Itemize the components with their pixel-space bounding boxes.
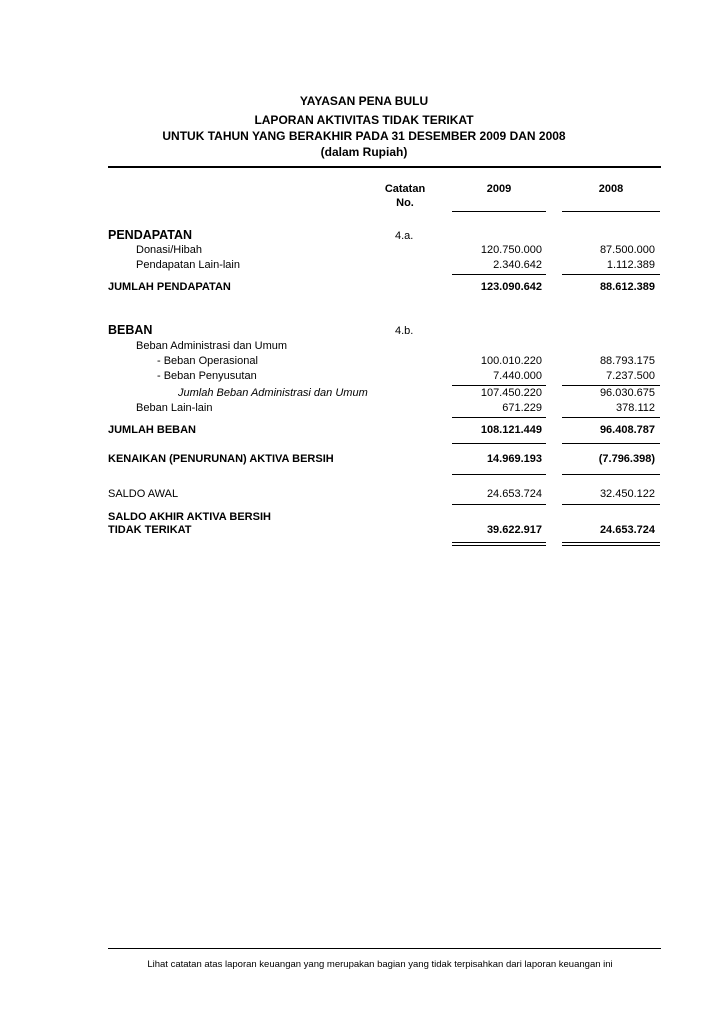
beban-operasional-2008: 88.793.175 [599,355,655,367]
pendapatan-lain-label: Pendapatan Lain-lain [136,259,240,271]
jumlah-admin-2009: 107.450.220 [480,387,542,399]
kenaikan-2009-rule [452,474,546,475]
pendapatan-title: PENDAPATAN [108,228,193,242]
beban-operasional-2009: 100.010.220 [480,355,542,367]
saldo-akhir-2008-rule-2 [562,545,660,546]
saldo-akhir-2009-rule-2 [452,545,546,546]
saldo-akhir-2009-rule-1 [452,542,546,543]
report-unit: (dalam Rupiah) [320,145,408,159]
donasi-2009: 120.750.000 [480,244,542,256]
pendapatan-lain-2009: 2.340.642 [493,259,542,271]
footer-note: Lihat catatan atas laporan keuangan yang merupakan bagian yang tidak terpisahkan dari laporan keuangan ini [147,959,613,970]
saldo-akhir-2008: 24.653.724 [599,524,655,536]
saldo-awal-2008: 32.450.122 [599,488,655,500]
saldo-awal-label: SALDO AWAL [108,488,179,500]
saldo-akhir-2009: 39.622.917 [486,524,542,536]
saldo-akhir-2008-rule-1 [562,542,660,543]
admin-2008-rule [562,385,660,386]
pendapatan-2009-rule [452,274,546,275]
beban-2008-rule [562,417,660,418]
report-title: LAPORAN AKTIVITAS TIDAK TERIKAT [254,113,474,127]
admin-2009-rule [452,385,546,386]
pendapatan-2008-rule [562,274,660,275]
jumlah-beban-2008: 96.408.787 [599,424,655,436]
beban-title: BEBAN [108,323,153,337]
saldo-awal-2008-rule [562,504,660,505]
col-2009: 2009 [486,183,512,195]
saldo-awal-2009-rule [452,504,546,505]
beban-note: 4.b. [395,325,414,337]
beban-penyusutan-label: - Beban Penyusutan [157,370,257,382]
saldo-akhir-label-2: TIDAK TERIKAT [108,524,192,536]
saldo-awal-2009: 24.653.724 [486,488,542,500]
header-rule [108,166,661,168]
beban-lain-2008: 378.112 [616,402,655,414]
kenaikan-2008-rule [562,474,660,475]
org-name: YAYASAN PENA BULU [299,94,429,108]
donasi-2008: 87.500.000 [599,244,655,256]
col-note-line1: Catatan [384,183,426,195]
report-period: UNTUK TAHUN YANG BERAKHIR PADA 31 DESEMBER 2009 DAN 2008 [162,129,566,143]
donasi-label: Donasi/Hibah [136,244,203,256]
saldo-akhir-label-1: SALDO AKHIR AKTIVA BERSIH [108,511,271,523]
pendapatan-lain-2008: 1.112.389 [606,259,655,271]
pendapatan-note: 4.a. [395,230,414,242]
col-2008: 2008 [598,183,624,195]
col-2009-rule [452,211,546,212]
jumlah-pendapatan-2009: 123.090.642 [480,281,542,293]
kenaikan-label: KENAIKAN (PENURUNAN) AKTIVA BERSIH [108,453,334,465]
beban-penyusutan-2009: 7.440.000 [493,370,542,382]
beban-lain-label: Beban Lain-lain [136,402,213,414]
beban-admin-label: Beban Administrasi dan Umum [136,340,288,352]
col-2008-rule [562,211,660,212]
col-note-line2: No. [396,197,414,209]
jumlah-beban-label: JUMLAH BEBAN [108,424,196,436]
beban-lain-2009: 671.229 [502,402,542,414]
jumlah-pendapatan-2008: 88.612.389 [599,281,655,293]
beban-operasional-label: - Beban Operasional [157,355,258,367]
jumlah-admin-label: Jumlah Beban Administrasi dan Umum [178,387,368,399]
kenaikan-2008: (7.796.398) [598,453,655,465]
jumlah-beban-2009-rule [452,443,546,444]
jumlah-admin-2008: 96.030.675 [599,387,655,399]
footer-rule [108,948,661,949]
beban-2009-rule [452,417,546,418]
jumlah-beban-2009: 108.121.449 [480,424,542,436]
jumlah-beban-2008-rule [562,443,660,444]
kenaikan-2009: 14.969.193 [486,453,542,465]
beban-penyusutan-2008: 7.237.500 [606,370,655,382]
jumlah-pendapatan-label: JUMLAH PENDAPATAN [108,281,231,293]
